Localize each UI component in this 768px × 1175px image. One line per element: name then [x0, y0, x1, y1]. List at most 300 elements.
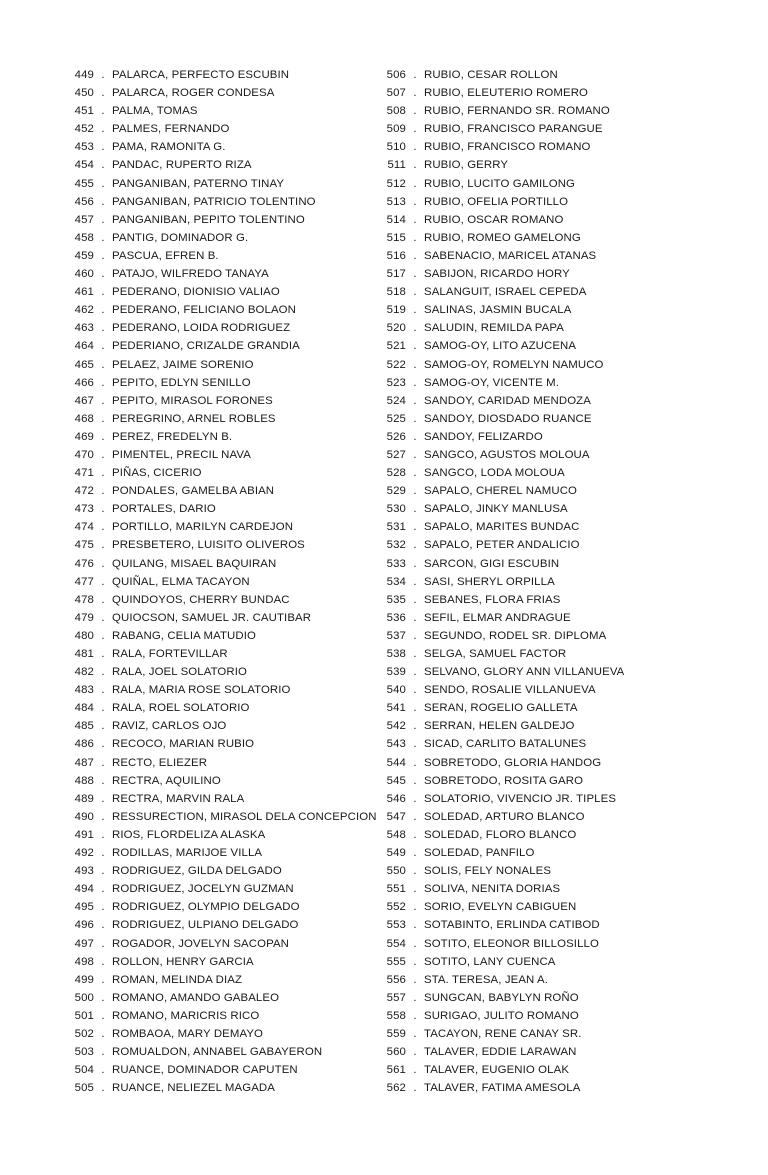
entry-separator: .	[101, 249, 105, 262]
entry-number: 555	[386, 955, 406, 968]
entry-number: 530	[386, 503, 406, 516]
entry-separator: .	[101, 430, 105, 443]
entry-name: PORTALES, DARIO	[112, 503, 216, 516]
entry-name: SURIGAO, JULITO ROMANO	[424, 1009, 579, 1022]
entry-number: 500	[74, 991, 94, 1004]
entry-separator: .	[101, 322, 105, 335]
entry-name: RABANG, CELIA MATUDIO	[112, 629, 256, 642]
entry-separator: .	[101, 575, 105, 588]
entry-name: PONDALES, GAMELBA ABIAN	[112, 485, 275, 498]
entry-number: 527	[386, 448, 406, 461]
entry-number: 514	[386, 213, 406, 226]
entry-separator: .	[413, 810, 417, 823]
entry-separator: .	[101, 774, 105, 787]
entry-name: PANGANIBAN, PATRICIO TOLENTINO	[112, 195, 316, 208]
entry-number: 509	[386, 123, 406, 136]
roster-entry	[376, 428, 716, 446]
entry-separator: .	[413, 1009, 417, 1022]
roster-entry	[376, 663, 716, 681]
entry-name: TALAVER, EDDIE LARAWAN	[424, 1046, 577, 1059]
roster-entry	[376, 735, 716, 753]
entry-separator: .	[413, 286, 417, 299]
roster-entry	[64, 428, 376, 446]
entry-name: TALAVER, EUGENIO OLAK	[424, 1064, 570, 1077]
roster-entry	[376, 1025, 716, 1043]
entry-name: RALA, ROEL SOLATORIO	[112, 702, 250, 715]
entry-name: PANDAC, RUPERTO RIZA	[112, 159, 252, 172]
entry-name: PALARCA, PERFECTO ESCUBIN	[112, 69, 290, 81]
entry-separator: .	[413, 991, 417, 1004]
entry-name: RALA, MARIA ROSE SOLATORIO	[112, 684, 291, 697]
entry-name: SAMOG-OY, ROMELYN NAMUCO	[424, 358, 604, 371]
entry-name: SOTABINTO, ERLINDA CATIBOD	[424, 919, 600, 932]
entry-number: 541	[386, 702, 406, 715]
entry-name: RECOCO, MARIAN RUBIO	[112, 738, 255, 751]
entry-separator: .	[413, 738, 417, 751]
entry-separator: .	[413, 1027, 417, 1040]
roster-entry	[64, 156, 376, 174]
roster-entry	[64, 808, 376, 826]
roster-entry	[64, 102, 376, 120]
entry-separator: .	[101, 521, 105, 534]
roster-entry	[376, 898, 716, 916]
entry-separator: .	[413, 340, 417, 353]
entry-separator: .	[101, 141, 105, 154]
entry-separator: .	[101, 195, 105, 208]
entry-separator: .	[101, 991, 105, 1004]
entry-separator: .	[413, 883, 417, 896]
entry-name: SOLIVA, NENITA DORIAS	[424, 883, 561, 896]
entry-name: SOLIS, FELY NONALES	[424, 865, 552, 878]
entry-number: 525	[386, 412, 406, 425]
entry-separator: .	[101, 412, 105, 425]
entry-number: 521	[386, 340, 406, 353]
entry-separator: .	[101, 123, 105, 136]
entry-number: 522	[386, 358, 406, 371]
roster-entry	[64, 844, 376, 862]
entry-number: 501	[74, 1009, 94, 1022]
roster-entry	[64, 482, 376, 500]
entry-name: PELAEZ, JAIME SORENIO	[112, 358, 254, 371]
entry-separator: .	[413, 358, 417, 371]
entry-separator: .	[101, 286, 105, 299]
entry-number: 496	[74, 919, 94, 932]
roster-entry	[64, 175, 376, 193]
entry-number: 451	[74, 105, 94, 118]
entry-separator: .	[101, 593, 105, 606]
entry-number: 483	[74, 684, 94, 697]
entry-separator: .	[413, 177, 417, 190]
entry-name: SABENACIO, MARICEL ATANAS	[424, 249, 597, 262]
entry-number: 457	[74, 213, 94, 226]
entry-separator: .	[413, 159, 417, 172]
roster-entry	[64, 717, 376, 735]
entry-name: RODRIGUEZ, ULPIANO DELGADO	[112, 919, 299, 932]
roster-list	[0, 66, 768, 1097]
entry-separator: .	[413, 412, 417, 425]
entry-number: 515	[386, 231, 406, 244]
entry-name: SALANGUIT, ISRAEL CEPEDA	[424, 286, 587, 299]
entry-name: RODRIGUEZ, JOCELYN GUZMAN	[112, 883, 294, 896]
entry-separator: .	[101, 847, 105, 860]
entry-separator: .	[101, 485, 105, 498]
entry-number: 529	[386, 485, 406, 498]
roster-entry	[376, 410, 716, 428]
entry-separator: .	[101, 304, 105, 317]
entry-separator: .	[101, 358, 105, 371]
roster-entry	[64, 356, 376, 374]
entry-number: 456	[74, 195, 94, 208]
entry-number: 450	[74, 87, 94, 100]
entry-number: 544	[386, 756, 406, 769]
entry-number: 475	[74, 539, 94, 552]
entry-separator: .	[101, 901, 105, 914]
entry-number: 499	[74, 973, 94, 986]
entry-number: 460	[74, 268, 94, 281]
roster-entry	[376, 392, 716, 410]
entry-name: SAPALO, JINKY MANLUSA	[424, 503, 568, 516]
entry-name: SEFIL, ELMAR ANDRAGUE	[424, 611, 571, 624]
entry-name: SANDOY, DIOSDADO RUANCE	[424, 412, 592, 425]
entry-name: ROGADOR, JOVELYN SACOPAN	[112, 937, 290, 950]
entry-name: SOTITO, ELEONOR BILLOSILLO	[424, 937, 599, 950]
entry-name: SANDOY, FELIZARDO	[424, 430, 543, 443]
entry-separator: .	[413, 231, 417, 244]
entry-number: 505	[74, 1082, 94, 1095]
entry-separator: .	[413, 467, 417, 480]
roster-entry	[376, 1079, 716, 1097]
entry-number: 485	[74, 720, 94, 733]
roster-entry	[64, 319, 376, 337]
entry-name: PALMES, FERNANDO	[112, 123, 230, 136]
entry-number: 470	[74, 448, 94, 461]
roster-entry	[376, 84, 716, 102]
roster-entry	[376, 699, 716, 717]
entry-number: 520	[386, 322, 406, 335]
roster-entry	[64, 898, 376, 916]
entry-name: RODILLAS, MARIJOE VILLA	[112, 847, 263, 860]
entry-name: TACAYON, RENE CANAY SR.	[424, 1027, 582, 1040]
roster-entry	[376, 247, 716, 265]
entry-number: 492	[74, 847, 94, 860]
roster-entry	[64, 1043, 376, 1061]
roster-entry	[64, 790, 376, 808]
entry-number: 472	[74, 485, 94, 498]
entry-separator: .	[101, 738, 105, 751]
roster-entry	[376, 1043, 716, 1061]
entry-number: 502	[74, 1027, 94, 1040]
entry-name: PRESBETERO, LUISITO OLIVEROS	[112, 539, 305, 552]
entry-separator: .	[413, 593, 417, 606]
entry-name: RESSURECTION, MIRASOL DELA CONCEPCION	[112, 810, 377, 823]
entry-separator: .	[413, 105, 417, 118]
roster-entry	[64, 735, 376, 753]
entry-separator: .	[101, 1027, 105, 1040]
entry-number: 455	[74, 177, 94, 190]
entry-name: QUIOCSON, SAMUEL JR. CAUTIBAR	[112, 611, 312, 624]
roster-entry	[376, 66, 716, 84]
entry-name: PIÑAS, CICERIO	[112, 467, 202, 480]
entry-separator: .	[101, 376, 105, 389]
entry-number: 533	[386, 557, 406, 570]
entry-name: PEREGRINO, ARNEL ROBLES	[112, 412, 276, 425]
entry-name: SERAN, ROGELIO GALLETA	[424, 702, 578, 715]
entry-separator: .	[101, 666, 105, 679]
entry-separator: .	[101, 268, 105, 281]
entry-name: RUBIO, FRANCISCO PARANGUE	[424, 123, 603, 136]
entry-separator: .	[413, 937, 417, 950]
entry-number: 488	[74, 774, 94, 787]
entry-name: QUILANG, MISAEL BAQUIRAN	[112, 557, 277, 570]
roster-entry	[64, 1025, 376, 1043]
entry-separator: .	[101, 69, 105, 81]
roster-entry	[64, 880, 376, 898]
entry-name: RALA, JOEL SOLATORIO	[112, 666, 248, 679]
entry-name: SOLEDAD, FLORO BLANCO	[424, 828, 577, 841]
entry-name: STA. TERESA, JEAN A.	[424, 973, 549, 986]
entry-number: 542	[386, 720, 406, 733]
entry-separator: .	[413, 611, 417, 624]
entry-separator: .	[101, 937, 105, 950]
entry-separator: .	[413, 1064, 417, 1077]
entry-number: 479	[74, 611, 94, 624]
entry-separator: .	[413, 430, 417, 443]
roster-entry	[376, 138, 716, 156]
entry-separator: .	[413, 123, 417, 136]
entry-number: 528	[386, 467, 406, 480]
entry-number: 553	[386, 919, 406, 932]
roster-entry	[64, 500, 376, 518]
entry-number: 467	[74, 394, 94, 407]
roster-entry	[376, 464, 716, 482]
entry-number: 449	[74, 69, 94, 81]
roster-entry	[376, 808, 716, 826]
entry-number: 503	[74, 1046, 94, 1059]
entry-number: 490	[74, 810, 94, 823]
roster-entry	[376, 536, 716, 554]
roster-entry	[64, 464, 376, 482]
entry-name: SOLATORIO, VIVENCIO JR. TIPLES	[424, 792, 617, 805]
entry-number: 454	[74, 159, 94, 172]
entry-number: 531	[386, 521, 406, 534]
entry-name: RAVIZ, CARLOS OJO	[112, 720, 227, 733]
roster-entry	[376, 681, 716, 699]
entry-separator: .	[413, 448, 417, 461]
entry-name: SAPALO, PETER ANDALICIO	[424, 539, 580, 552]
entry-name: PEDERANO, FELICIANO BOLAON	[112, 304, 296, 317]
entry-separator: .	[101, 213, 105, 226]
roster-entry	[64, 536, 376, 554]
roster-entry	[376, 301, 716, 319]
entry-name: RUBIO, FRANCISCO ROMANO	[424, 141, 591, 154]
entry-number: 511	[387, 159, 406, 172]
roster-entry	[376, 645, 716, 663]
roster-entry	[376, 935, 716, 953]
roster-entry	[376, 283, 716, 301]
entry-name: SOLEDAD, PANFILO	[424, 847, 535, 860]
entry-number: 507	[386, 87, 406, 100]
entry-separator: .	[101, 1046, 105, 1059]
entry-name: SAPALO, CHEREL NAMUCO	[424, 485, 578, 498]
entry-name: RODRIGUEZ, OLYMPIO DELGADO	[112, 901, 300, 914]
roster-entry	[376, 862, 716, 880]
roster-entry	[376, 175, 716, 193]
entry-number: 471	[74, 467, 94, 480]
entry-separator: .	[413, 141, 417, 154]
roster-entry	[376, 555, 716, 573]
roster-entry	[64, 645, 376, 663]
entry-separator: .	[413, 87, 417, 100]
roster-entry	[376, 880, 716, 898]
roster-entry	[376, 356, 716, 374]
entry-number: 557	[386, 991, 406, 1004]
entry-number: 556	[386, 973, 406, 986]
entry-name: SOBRETODO, GLORIA HANDOG	[424, 756, 602, 769]
entry-name: RIOS, FLORDELIZA ALASKA	[112, 828, 266, 841]
entry-name: SAPALO, MARITES BUNDAC	[424, 521, 580, 534]
roster-entry	[376, 916, 716, 934]
roster-entry	[64, 518, 376, 536]
entry-separator: .	[101, 539, 105, 552]
roster-entry	[376, 627, 716, 645]
roster-entry	[376, 211, 716, 229]
roster-entry	[64, 1061, 376, 1079]
roster-entry	[64, 971, 376, 989]
roster-entry	[64, 283, 376, 301]
entry-name: RUBIO, OFELIA PORTILLO	[424, 195, 569, 208]
entry-separator: .	[413, 702, 417, 715]
entry-number: 469	[74, 430, 94, 443]
roster-entry	[64, 301, 376, 319]
entry-number: 561	[386, 1064, 406, 1077]
roster-entry	[376, 844, 716, 862]
entry-separator: .	[101, 720, 105, 733]
entry-name: SALINAS, JASMIN BUCALA	[424, 304, 572, 317]
entry-separator: .	[413, 756, 417, 769]
entry-name: SEBANES, FLORA FRIAS	[424, 593, 561, 606]
entry-separator: .	[413, 919, 417, 932]
entry-separator: .	[413, 720, 417, 733]
entry-number: 549	[386, 847, 406, 860]
entry-name: RUANCE, DOMINADOR CAPUTEN	[112, 1064, 298, 1077]
entry-number: 539	[386, 666, 406, 679]
entry-number: 546	[386, 792, 406, 805]
entry-separator: .	[101, 503, 105, 516]
entry-name: RECTO, ELIEZER	[112, 756, 208, 769]
entry-separator: .	[101, 231, 105, 244]
roster-entry	[376, 482, 716, 500]
entry-number: 538	[386, 648, 406, 660]
roster-entry	[376, 102, 716, 120]
roster-entry	[64, 374, 376, 392]
entry-separator: .	[101, 919, 105, 932]
roster-entry	[64, 916, 376, 934]
entry-number: 543	[386, 738, 406, 751]
entry-number: 510	[386, 141, 406, 154]
roster-entry	[64, 989, 376, 1007]
entry-number: 506	[386, 69, 406, 81]
entry-separator: .	[413, 521, 417, 534]
roster-entry	[376, 265, 716, 283]
entry-name: PANGANIBAN, PEPITO TOLENTINO	[112, 213, 305, 226]
entry-separator: .	[413, 973, 417, 986]
entry-number: 477	[74, 575, 94, 588]
roster-entry	[64, 555, 376, 573]
entry-separator: .	[413, 792, 417, 805]
entry-name: PASCUA, EFREN B.	[112, 249, 219, 262]
entry-number: 491	[74, 828, 94, 841]
entry-separator: .	[101, 973, 105, 986]
entry-separator: .	[101, 105, 105, 118]
entry-separator: .	[413, 539, 417, 552]
entry-name: SABIJON, RICARDO HORY	[424, 268, 570, 281]
roster-entry	[64, 66, 376, 84]
entry-name: PAMA, RAMONITA G.	[112, 141, 226, 154]
entry-number: 562	[386, 1082, 406, 1095]
entry-number: 550	[386, 865, 406, 878]
entry-name: SEGUNDO, RODEL SR. DIPLOMA	[424, 629, 607, 642]
roster-entry	[376, 717, 716, 735]
roster-entry	[64, 84, 376, 102]
entry-name: ROLLON, HENRY GARCIA	[112, 955, 254, 968]
entry-number: 493	[74, 865, 94, 878]
roster-entry	[376, 953, 716, 971]
entry-separator: .	[413, 901, 417, 914]
entry-name: PEREZ, FREDELYN B.	[112, 430, 233, 443]
entry-name: PANGANIBAN, PATERNO TINAY	[112, 177, 285, 190]
entry-separator: .	[413, 394, 417, 407]
entry-name: SAMOG-OY, VICENTE M.	[424, 376, 559, 389]
entry-number: 487	[74, 756, 94, 769]
entry-name: PALARCA, ROGER CONDESA	[112, 87, 275, 100]
entry-name: PEPITO, EDLYN SENILLO	[112, 376, 251, 389]
entry-name: RUBIO, CESAR ROLLON	[424, 69, 558, 81]
roster-entry	[64, 591, 376, 609]
entry-name: RECTRA, MARVIN RALA	[112, 792, 245, 805]
roster-entry	[376, 772, 716, 790]
entry-number: 516	[386, 249, 406, 262]
entry-number: 552	[386, 901, 406, 914]
roster-entry	[376, 989, 716, 1007]
roster-entry	[376, 319, 716, 337]
roster-entry	[64, 120, 376, 138]
entry-number: 494	[74, 883, 94, 896]
entry-separator: .	[101, 955, 105, 968]
entry-separator: .	[413, 847, 417, 860]
roster-entry	[64, 681, 376, 699]
entry-number: 484	[74, 702, 94, 715]
entry-name: SAMOG-OY, LITO AZUCENA	[424, 340, 577, 353]
entry-number: 537	[386, 629, 406, 642]
roster-entry	[64, 627, 376, 645]
entry-number: 547	[386, 810, 406, 823]
entry-number: 554	[386, 937, 406, 950]
entry-name: SOLEDAD, ARTURO BLANCO	[424, 810, 585, 823]
entry-separator: .	[101, 557, 105, 570]
entry-number: 512	[386, 177, 406, 190]
entry-number: 458	[74, 231, 94, 244]
entry-separator: .	[101, 448, 105, 461]
entry-separator: .	[413, 213, 417, 226]
roster-entry	[64, 699, 376, 717]
entry-name: PEDERANO, DIONISIO VALIAO	[112, 286, 280, 299]
entry-separator: .	[101, 1064, 105, 1077]
entry-number: 559	[386, 1027, 406, 1040]
roster-entry	[376, 1061, 716, 1079]
entry-separator: .	[101, 1082, 105, 1095]
entry-number: 473	[74, 503, 94, 516]
entry-name: RALA, FORTEVILLAR	[112, 648, 228, 660]
